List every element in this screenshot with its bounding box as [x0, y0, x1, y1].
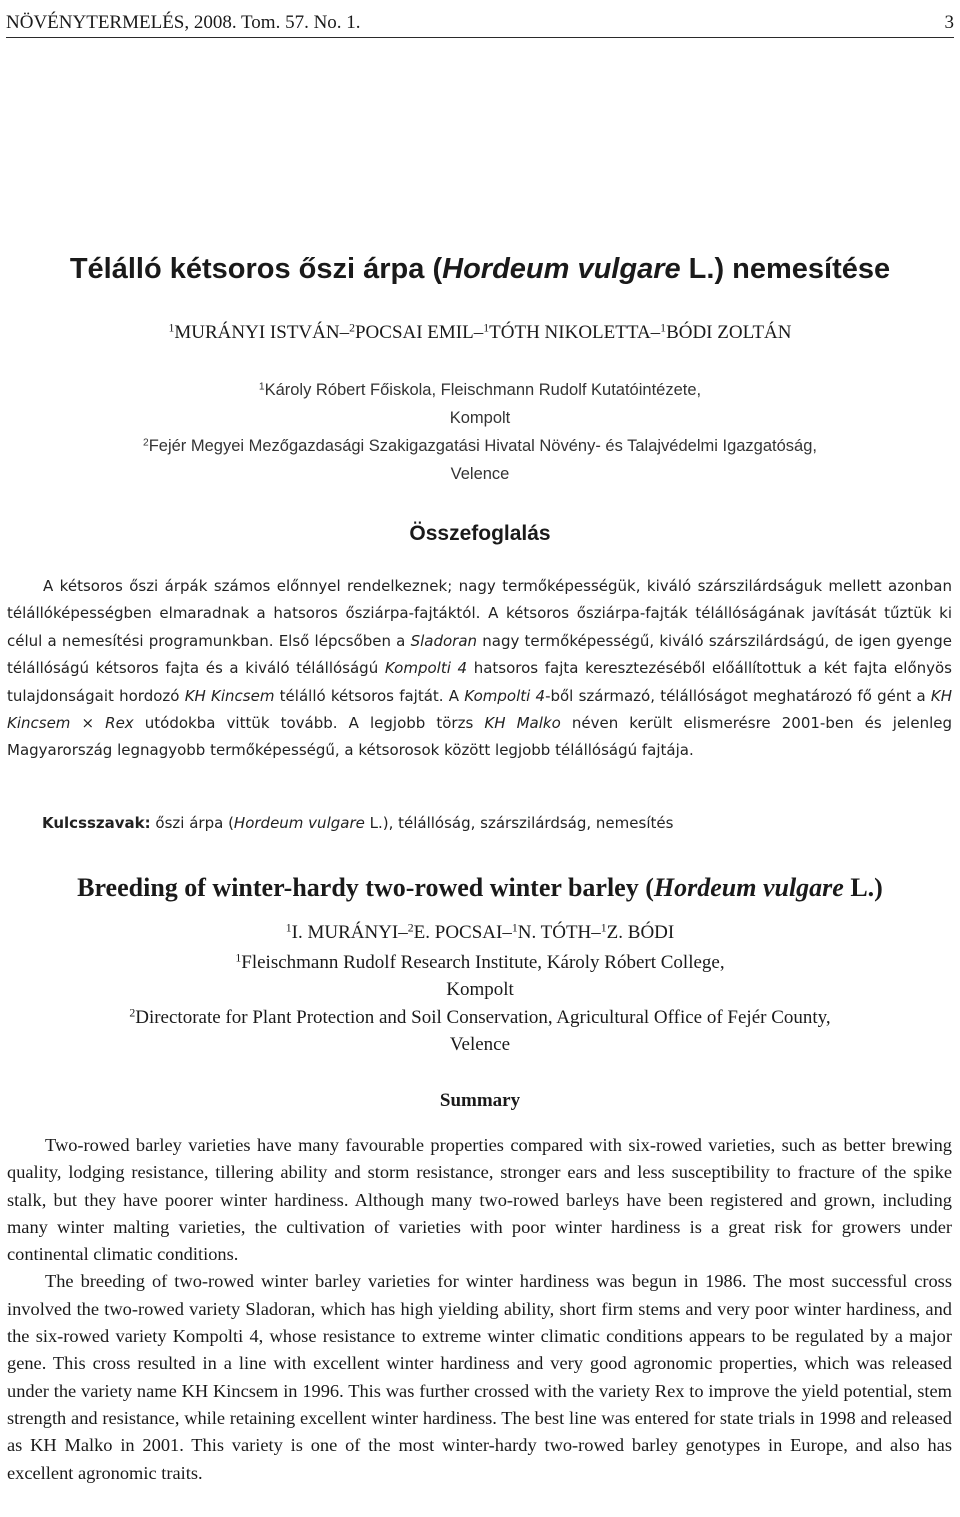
hungarian-keywords: Kulcsszavak: őszi árpa (Hordeum vulgare L.), télállóság, szárszilárdság, nemesítés — [42, 814, 674, 832]
abstract-paragraph: A kétsoros őszi árpák számos előnnyel rendelkeznek; nagy termőképességük, kiváló szárszilárdságuk mellett azonban télállóképességben elmaradnak a hatsoros ősziárpa-fajtáktól. A kétsoros ősziárpa-fajták télállóságának javítását tűztük ki célul a nemesítési programunkban. Első lépcsőben a Sladoran nagy termőképességű, kiváló szárszilárdságú, de igen gyenge télállóságú kétsoros fajta és a kiváló télállóságú Kompolti 4 hatsoros fajta keresztezéséből előállítottuk a két fajta előnyös tulajdonságait hordozó KH Kincsem télálló kétsoros fajtát. A Kompolti 4-ből származó, télállóságot meghatározó fő gént a KH Kincsem × Rex utódokba vittük tovább. A legjobb törzs KH Malko néven került elismerésre 2001-ben és jelenleg Magyarország legnagyobb termőképességű, a kétsorosok között legjobb télállóságú fajtája. — [7, 577, 953, 760]
affiliation-city: Velence — [449, 1033, 511, 1055]
affiliation-city: Kompolt — [449, 409, 511, 427]
affiliation: $^2$Fejér Megyei Mezőgazdasági Szakigazgatási Hivatal Növény- és Talajvédelmi Igazgatóság, — [143, 437, 817, 455]
hungarian-title: Télálló kétsoros őszi árpa (Hordeum vulgare L.) nemesítése — [69, 253, 891, 285]
keywords-label: Kulcsszavak: — [42, 814, 151, 832]
author-name: POCSAI EMIL — [354, 322, 474, 343]
summary-paragraph: The breeding of two-rowed winter barley varieties for winter hardiness was begun in 1986. The most successful cross involved the two-rowed variety Sladoran, which has high yielding ability, short firm stems and very poor winter hardiness, and the six-rowed variety Kompolti 4, whose resistance to extreme winter climatic conditions appears to be regulated by a major gene. This cross resulted in a line with excellent winter hardiness and very good agronomic properties, which was released under the variety name KH Kincsem in 1996. This was further crossed with the variety Rex to improve the yield potential, stem strength and resistance, while retaining excellent winter hardiness. The best line was entered for state trials in 1998 and released as KH Malko in 2001. This variety is one of the most winter-hardy two-rowed barley genotypes in Europe, and also has excellent agronomic traits. — [7, 1271, 952, 1483]
english-title: Breeding of winter-hardy two-rowed winter barley (Hordeum vulgare L.) — [77, 873, 883, 902]
author-name: MURÁNYI ISTVÁN — [174, 322, 340, 343]
affiliation: $^1$Károly Róbert Főiskola, Fleischmann Rudolf Kutatóintézete, — [258, 381, 702, 399]
author-name: Z. BÓDI — [606, 922, 675, 943]
english-affiliations — [0, 949, 960, 1058]
affiliation: $^2$Directorate for Plant Protection and Soil Conservation, Agricultural Office of Fejér County, — [129, 1006, 831, 1028]
author-name: I. MURÁNYI — [291, 922, 399, 943]
author-name: E. POCSAI — [413, 922, 503, 943]
running-head — [6, 4, 954, 38]
hungarian-authors: $^1$MURÁNYI ISTVÁN–$^2$POCSAI EMIL–$^1$TÓTH NIKOLETTA–$^1$BÓDI ZOLTÁN — [168, 321, 792, 343]
page-number: 3 — [944, 12, 954, 33]
english-summary — [7, 1132, 952, 1487]
hungarian-affiliations — [0, 376, 960, 488]
affiliation-city: Velence — [450, 465, 510, 483]
author-name: N. TÓTH — [517, 922, 592, 943]
author-name: TÓTH NIKOLETTA — [489, 322, 651, 343]
english-authors: $^1$I. MURÁNYI–$^2$E. POCSAI–$^1$N. TÓTH–$^1$Z. BÓDI — [285, 921, 675, 943]
affiliation-city: Kompolt — [446, 979, 514, 1001]
english-summary-heading: Summary — [439, 1090, 521, 1111]
author-name: BÓDI ZOLTÁN — [666, 322, 792, 343]
journal-citation: NÖVÉNYTERMELÉS, 2008. Tom. 57. No. 1. — [6, 12, 361, 33]
hungarian-summary-heading: Összefoglalás — [409, 522, 551, 545]
affiliation: $^1$Fleischmann Rudolf Research Institute, Károly Róbert College, — [235, 951, 725, 973]
hungarian-abstract — [7, 573, 952, 765]
summary-paragraph: Two-rowed barley varieties have many favourable properties compared with six-rowed varieties, such as better brewing quality, lodging resistance, tillering ability and storm resistance, stronger ears and less susceptibility to fracture of the spike stalk, but they have poorer winter hardiness. Although many two-rowed barleys have been registered and grown, including many winter malting varieties, the cultivation of varieties with poor winter hardiness is a great risk for growers under continental climatic conditions. — [7, 1135, 952, 1265]
